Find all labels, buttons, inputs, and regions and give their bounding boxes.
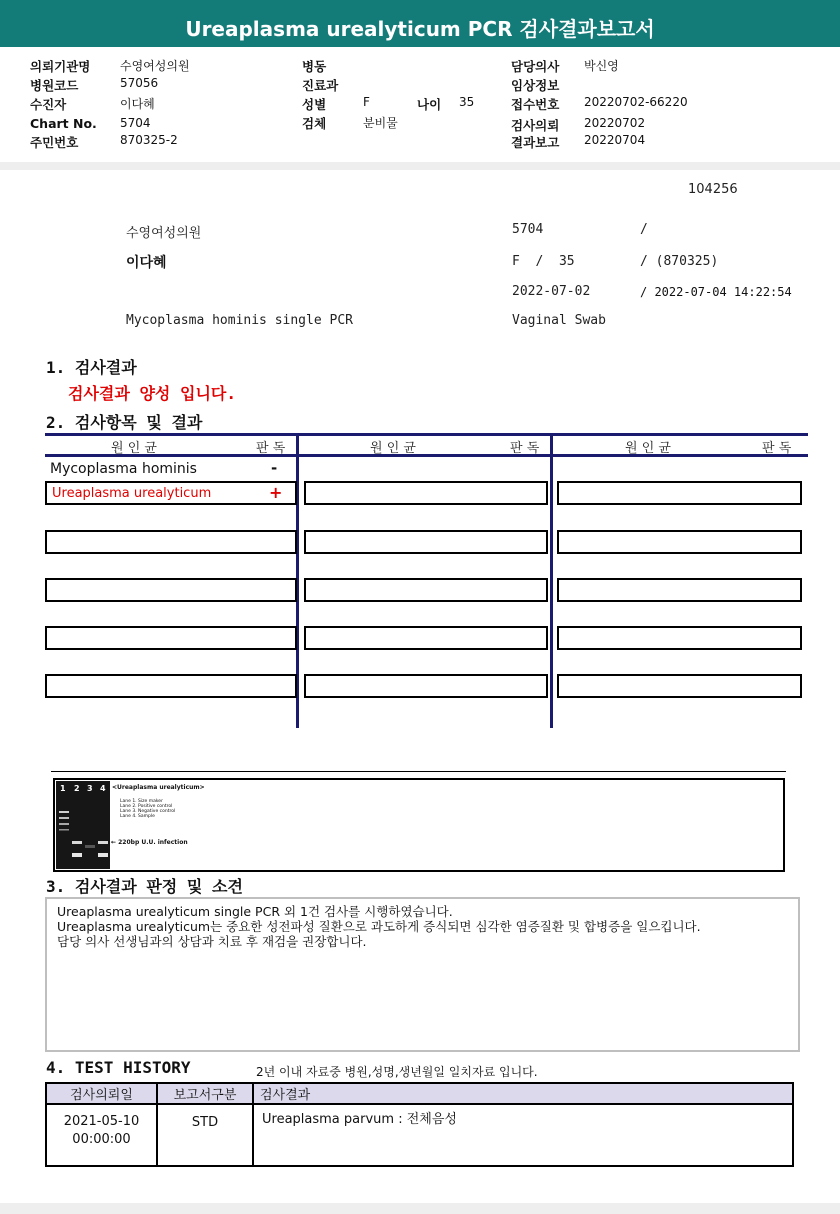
label-department: 진료과 [302,78,339,93]
empty-result-cell [557,674,802,698]
label-chart-no: Chart No. [30,116,97,131]
label-clinical-info: 임상정보 [511,78,560,93]
result-summary: 검사결과 양성 입니다. [68,384,237,403]
gel-lane-2: 2 [74,784,80,793]
patient-name: 이다혜 [126,255,167,271]
empty-result-cell [45,674,297,698]
history-table [45,1082,794,1167]
value-doctor: 박신영 [584,59,619,73]
label-patient: 수진자 [30,97,67,112]
empty-result-cell [557,626,802,650]
history-cell-date [46,1104,157,1166]
label-specimen: 검체 [302,116,327,131]
gel-electrophoresis-image [56,781,110,869]
patient-report-datetime: / 2022-07-04 14:22:54 [640,285,792,299]
history-type: STD [157,1104,253,1166]
history-note: 2년 이내 자료중 병원,성명,생년월일 일치자료 입니다. [256,1065,538,1079]
pathogen-ureaplasma-urealyticum: Ureaplasma urealyticum [52,486,212,501]
value-receipt-no: 20220702-66220 [584,95,688,109]
label-sex: 성별 [302,97,327,112]
opinion-box [45,897,800,1052]
col-header-judgement-1: 판 독 [256,441,286,456]
label-hospital-code: 병원코드 [30,78,79,93]
value-specimen: 분비물 [363,116,398,130]
report-title: Ureaplasma urealyticum PCR 검사결과보고서 [185,17,655,41]
section1-heading: 1. 검사결과 [46,358,137,377]
history-row [46,1104,793,1166]
history-result: Ureaplasma parvum : 전체음성 [253,1104,793,1166]
value-sex: F [363,95,370,109]
history-date: 2021-05-10 [63,1114,140,1129]
empty-result-cell [304,481,548,505]
value-hospital-code: 57056 [120,76,159,90]
patient-chart-separator: / [640,222,648,237]
patient-chart: 5704 [512,222,544,237]
empty-result-cell [45,530,297,554]
col-header-judgement-3: 판 독 [762,441,792,456]
value-request-date: 20220702 [584,116,646,130]
results-table-divider-2 [550,433,553,728]
gel-legend-lane-4: Lane 4. Sample [120,814,155,819]
value-id-number: 870325-2 [120,133,178,147]
pathogen-mycoplasma-hominis: Mycoplasma hominis [50,461,197,477]
col-header-pathogen-3: 원 인 균 [625,441,671,456]
test-name: Mycoplasma hominis single PCR [126,313,353,328]
patient-clinic: 수영여성의원 [126,226,202,241]
gel-legend-lane-3: Lane 3. Negative control [120,809,176,814]
gel-lane-4: 4 [100,784,106,793]
footer-bar [0,1203,840,1214]
gel-legend-lane-1: Lane 1. Size maker [120,799,163,804]
history-col-result: 검사결과 [253,1083,793,1104]
report-number: 104256 [688,182,738,197]
empty-result-cell [45,626,297,650]
opinion-line-2: Ureaplasma urealyticum는 중요한 성전파성 질환으로 과도하게 증식되면 심각한 염증질환 및 합병증을 일으킵니다. [57,919,701,934]
specimen-type: Vaginal Swab [512,313,606,328]
results-table-header-rule [45,454,808,457]
empty-result-cell [304,674,548,698]
value-chart-no: 5704 [120,116,151,130]
history-header-row [46,1083,793,1104]
empty-result-cell [557,481,802,505]
gel-lane-1: 1 [60,784,66,793]
label-receipt-no: 접수번호 [511,97,560,112]
col-header-pathogen-2: 원 인 균 [370,441,416,456]
empty-result-cell [45,578,297,602]
value-requesting-clinic: 수영여성의원 [120,59,190,73]
results-table-top-rule [45,433,808,436]
value-patient: 이다혜 [120,97,155,111]
gel-top-rule [51,771,786,772]
opinion-line-1: Ureaplasma urealyticum single PCR 외 1건 검사를 시행하였습니다. [57,904,453,919]
arrow-left-icon: ← [111,839,117,846]
label-doctor: 담당의사 [511,59,560,74]
label-requesting-clinic: 의뢰기관명 [30,59,91,74]
label-report-date: 결과보고 [511,135,560,150]
empty-result-cell [557,530,802,554]
gel-title: <Ureaplasma urealyticum> [112,784,205,791]
patient-birth: / (870325) [640,254,719,269]
label-request-date: 검사의뢰 [511,118,560,133]
gel-band-annotation [111,839,188,846]
opinion-line-3: 담당 의사 선생님과의 상담과 치료 후 재검을 권장합니다. [57,934,367,949]
header-divider [0,162,840,170]
gel-legend [120,799,175,819]
label-age: 나이 [417,97,442,112]
label-ward: 병동 [302,59,327,74]
gel-legend-lane-2: Lane 2. Positive control [120,804,173,809]
judgement-negative: - [271,459,278,477]
gel-lane-3: 3 [87,784,93,793]
empty-result-cell [304,578,548,602]
judgement-positive: + [269,483,283,502]
patient-sex-age: F / 35 [512,254,575,269]
history-col-report-type: 보고서구분 [157,1083,253,1104]
label-id-number: 주민번호 [30,135,79,150]
history-col-request-date: 검사의뢰일 [46,1083,157,1104]
gel-image-frame [53,778,785,872]
history-time: 00:00:00 [72,1132,131,1147]
empty-result-cell [304,530,548,554]
col-header-pathogen-1: 원 인 균 [111,441,157,456]
value-report-date: 20220704 [584,133,646,147]
value-age: 35 [459,95,475,109]
patient-request-date: 2022-07-02 [512,284,591,299]
section2-heading: 2. 검사항목 및 결과 [46,413,203,432]
empty-result-cell [557,578,802,602]
col-header-judgement-2: 판 독 [510,441,540,456]
empty-result-cell [304,626,548,650]
gel-band-label: 220bp U.U. infection [118,839,188,846]
section3-heading: 3. 검사결과 판정 및 소견 [46,877,243,896]
section4-heading: 4. TEST HISTORY [46,1058,191,1077]
